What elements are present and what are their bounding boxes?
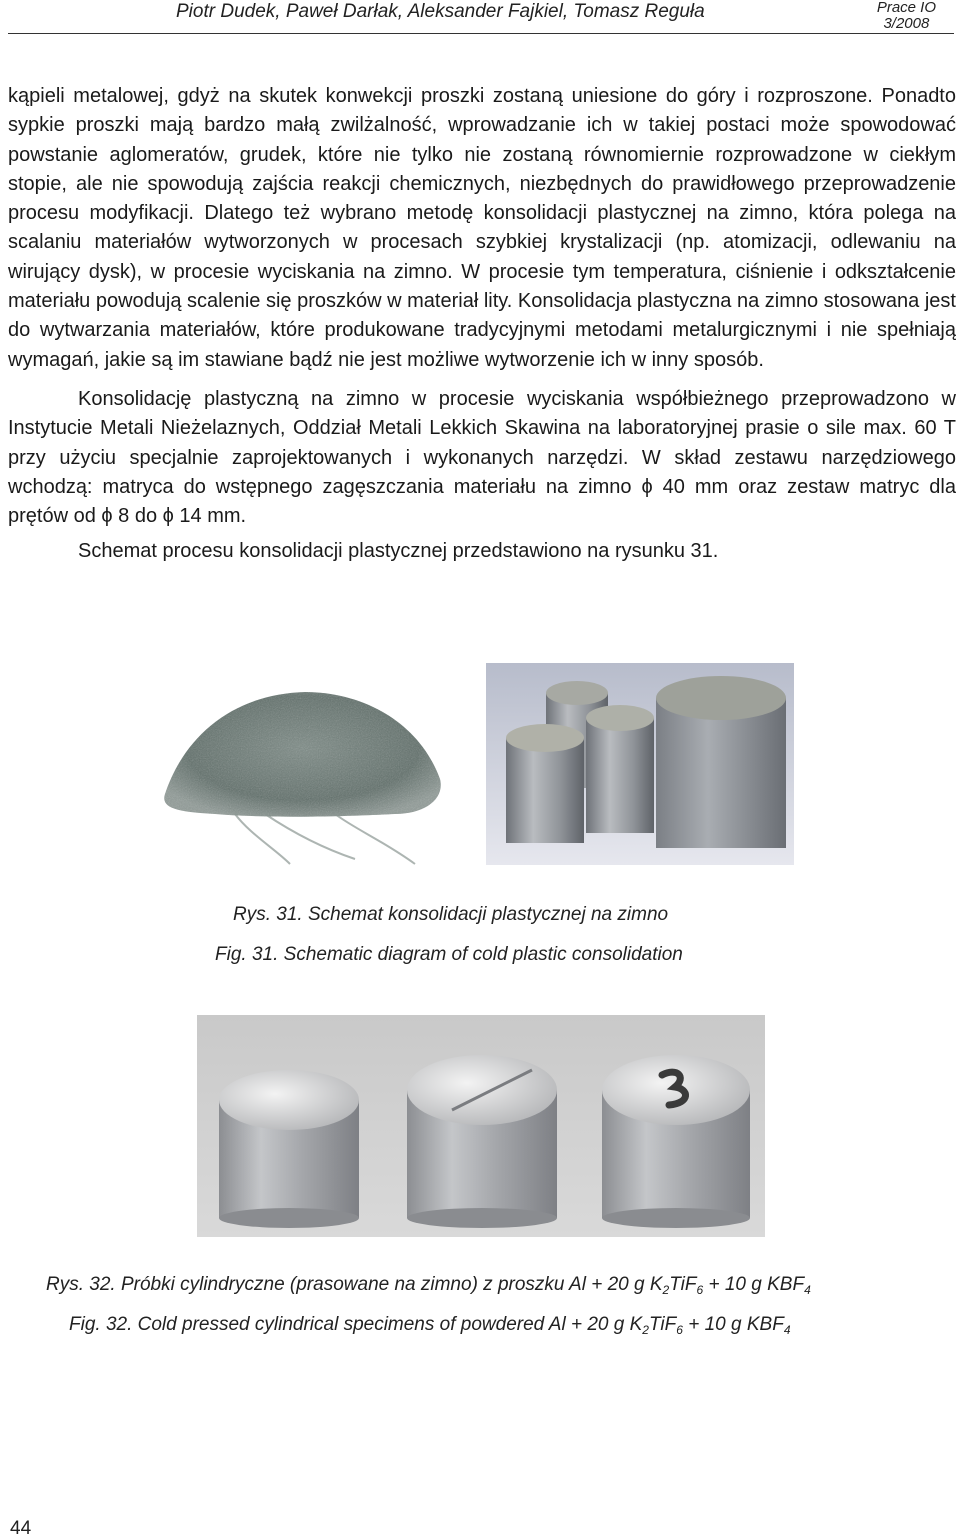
paragraph-2: Konsolidację plastyczną na zimno w procesie wyciskania współbieżnego przeprowadzono w Instytucie Metali Nieżelaznych, Oddział Metali Lekkich Skawina na laboratoryjnej prasie o sile max. 60 T przy użyciu specjalnie zaprojektowanych i wykonanych narzędzi. W skład zestawu narzędziowego wchodzą: matryca do wstępnego zagęszczania materiału na zimno ϕ 40 mm oraz zestaw matryc dla prętów od ϕ 8 do ϕ 14 mm. xyxy=(8,387,956,528)
cylinders-photo xyxy=(486,663,794,865)
header-authors: Piotr Dudek, Paweł Darłak, Aleksander Fajkiel, Tomasz Reguła xyxy=(176,1,705,22)
specimens-photo xyxy=(197,1015,765,1237)
figure-31-caption-en: Fig. 31. Schematic diagram of cold plastic consolidation xyxy=(215,944,683,965)
figure-32-caption-en: Fig. 32. Cold pressed cylindrical specimens of powdered Al + 20 g $K_2TiF_6 + 10$ g $KBF_4$ xyxy=(69,1314,791,1337)
header-journal xyxy=(877,0,936,32)
page-number: 44 xyxy=(10,1518,32,1539)
journal-issue: 3/2008 xyxy=(883,15,930,32)
paragraph-1: kąpieli metalowej, gdyż na skutek konwekcji proszki zostaną uniesione do góry i rozproszone. Ponadto sypkie proszki mają bardzo małą zwilżalność, wprowadzanie ich w takiej postaci może spowodować powstanie aglomeratów, grudek, które nie tylko nie zostaną równomiernie rozprowadzone w ciekłym stopie, ale nie spowodują zajścia reakcji chemicznych, niezbędnych do prawidłowego przeprowadzenie procesu modyfikacji. Dlatego też wybrano metodę konsolidacji plastycznej na zimno, która polega na scalaniu materiałów wytworzonych w procesach szybkiej krystalizacji (np. atomizacji, odlewaniu na wirujący dysk), w procesie wyciskania na zimno. W procesie tym temperatura, ciśnienie i odkształcenie materiału powodują scalenie się proszków w materiał lity. Konsolidacja plastyczna na zimno stosowana jest do wytwarzania materiałów, które produkowane tradycyjnymi metodami metalurgicznymi i nie spełniają wymagań, jakie są im stawiane bądź nie jest możliwe wytworzenie ich w inny sposób. xyxy=(8,85,956,371)
paragraph-3: Schemat procesu konsolidacji plastycznej przedstawiono na rysunku 31. xyxy=(78,540,719,563)
journal-title: Prace IO xyxy=(876,0,936,16)
header-rule xyxy=(8,33,954,34)
running-header xyxy=(0,0,960,40)
powder-photo xyxy=(155,664,460,869)
body-text xyxy=(8,82,956,567)
figure-32-caption-pl: Rys. 32. Próbki cylindryczne (prasowane na zimno) z proszku Al + 20 g $K_2TiF_6 + 10$ g $KBF_4$ xyxy=(46,1274,811,1297)
figure-31-caption-pl: Rys. 31. Schemat konsolidacji plastycznej na zimno xyxy=(233,904,669,925)
